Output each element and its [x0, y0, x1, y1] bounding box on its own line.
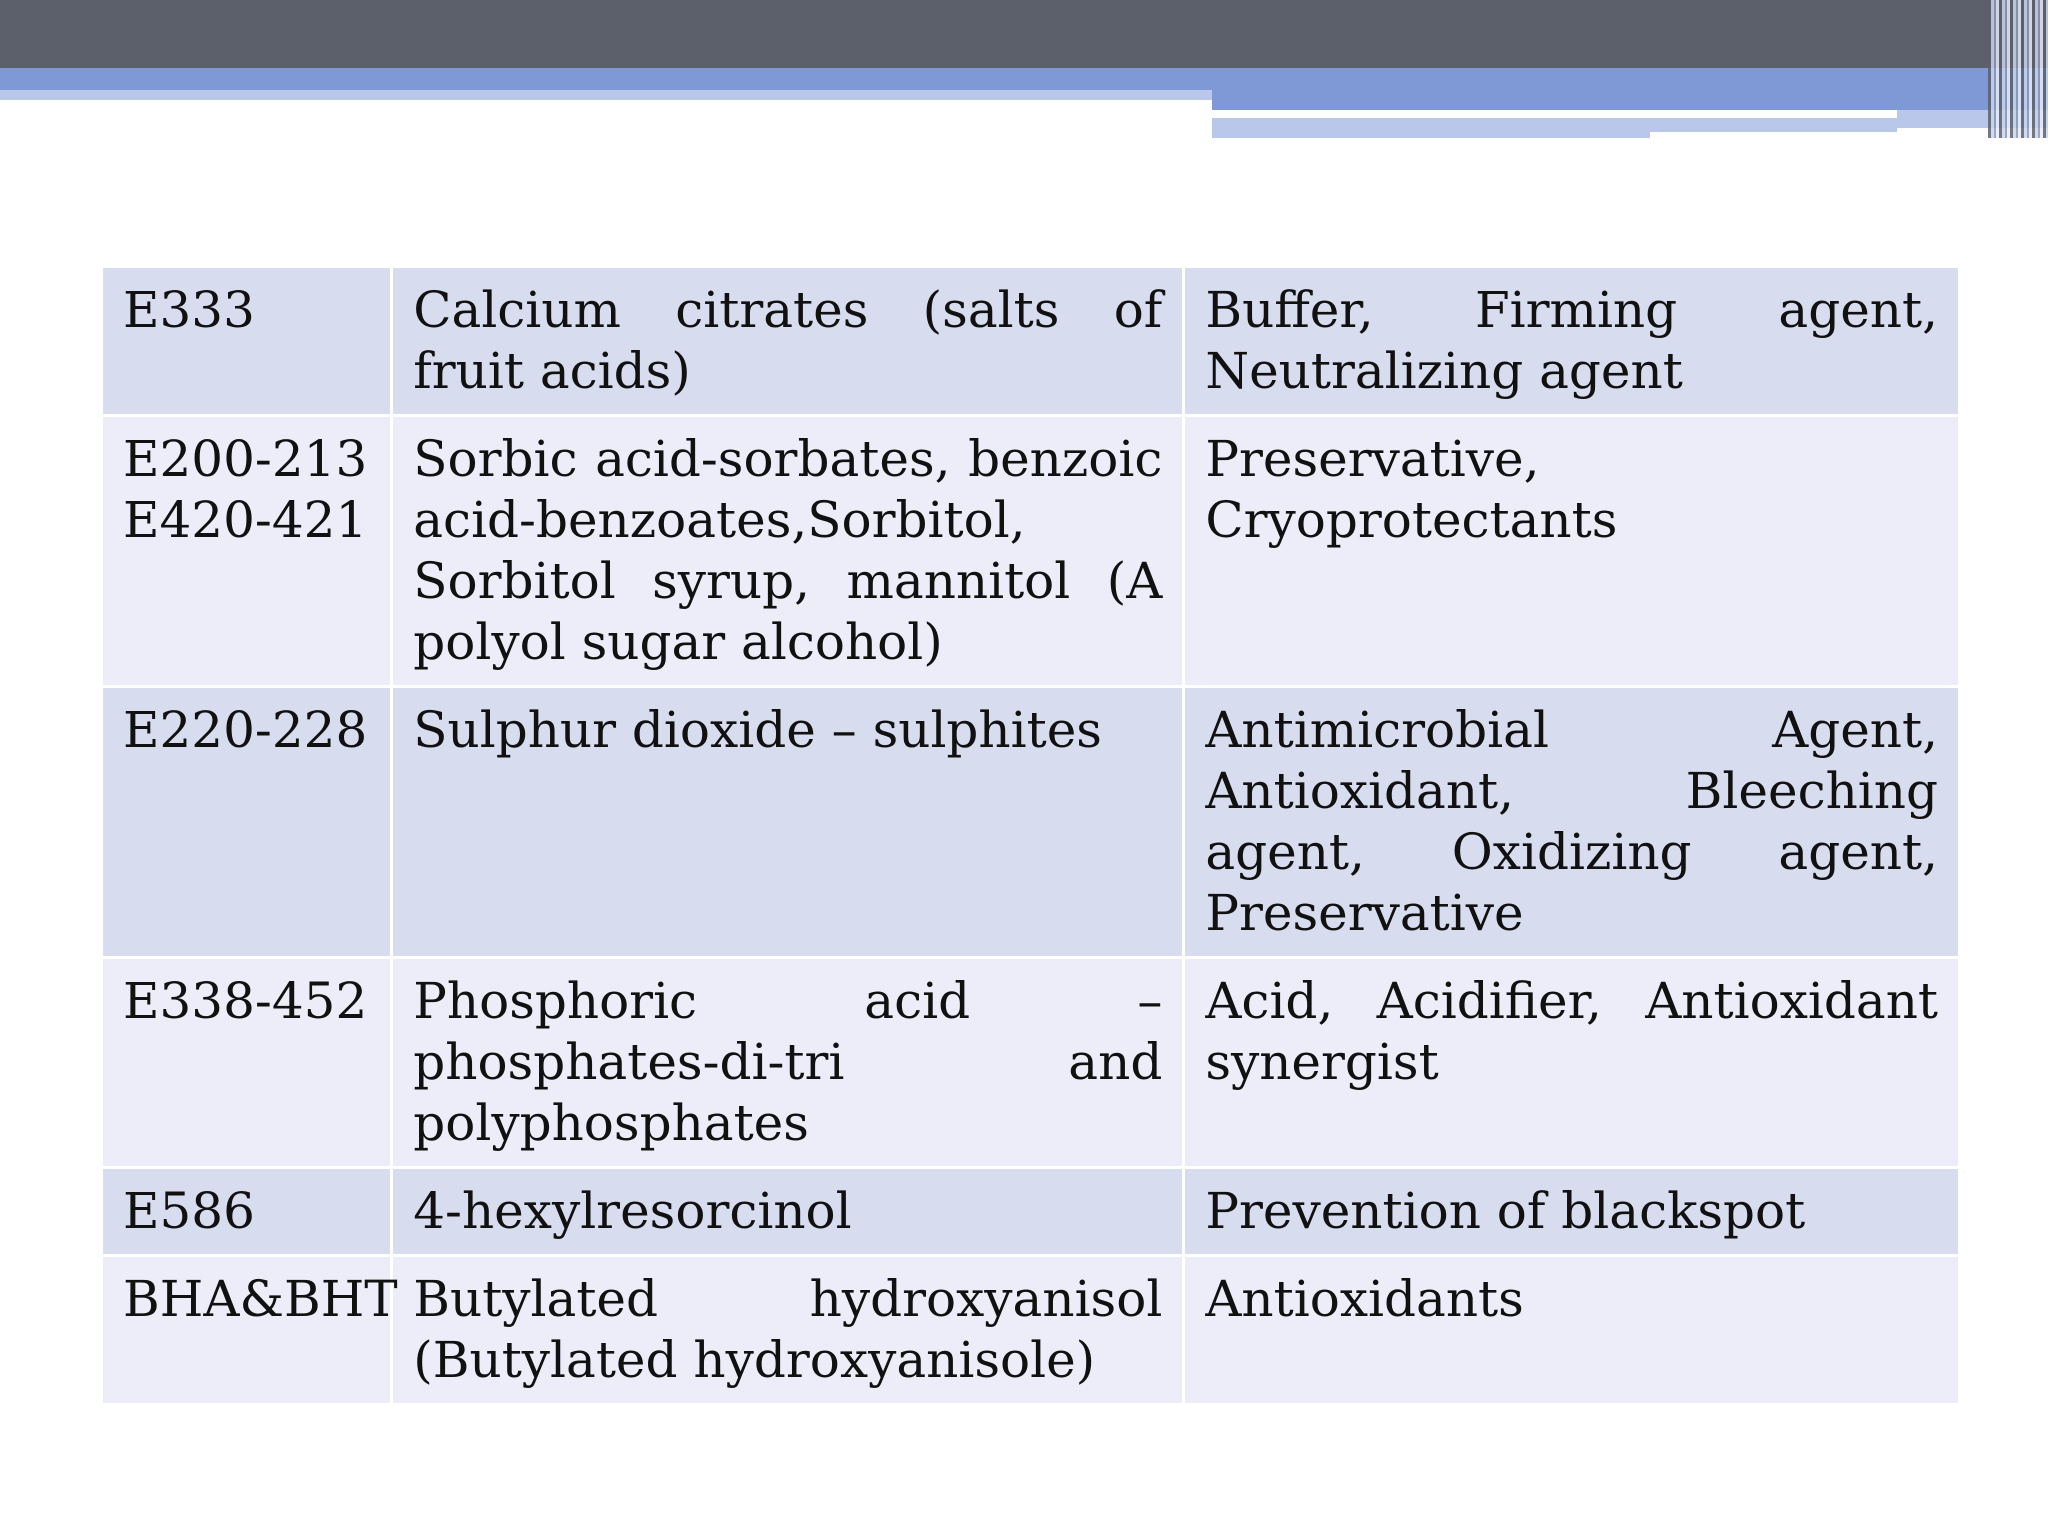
additive-name-cell: Sulphur dioxide – sulphites — [393, 688, 1185, 959]
header-stripes-decoration — [1988, 0, 2048, 138]
e-number: BHA&BHT — [123, 1270, 398, 1328]
e-number-cell — [103, 268, 393, 417]
food-additives-table — [103, 268, 1958, 1406]
additive-function-cell: Buffer, Firming agent, Neutralizing agent — [1185, 268, 1958, 417]
additive-function-cell: Prevention of blackspot — [1185, 1169, 1958, 1257]
e-number: E333 — [123, 281, 255, 339]
header-accent-bar — [1212, 90, 2048, 110]
additive-name-cell: Sorbic acid-sorbates, benzoic acid-benzoates,Sorbitol, Sorbitol syrup, mannitol (A polyol sugar alcohol) — [393, 417, 1185, 688]
additive-name-cell: Phosphoric acid – phosphates-di-tri and polyphosphates — [393, 959, 1185, 1169]
additive-function-cell: Acid, Acidifier, Antioxidant synergist — [1185, 959, 1958, 1169]
additive-name-cell: Butylated hydroxyanisol (Butylated hydroxyanisole) — [393, 1257, 1185, 1406]
e-number: E200-213 — [123, 430, 368, 488]
e-number: E220-228 — [123, 701, 368, 759]
additive-name-cell: 4-hexylresorcinol — [393, 1169, 1185, 1257]
table-row — [103, 268, 1958, 417]
e-number-cell — [103, 1257, 398, 1406]
e-number-cell — [103, 959, 393, 1169]
header-dark-bar — [0, 0, 2048, 68]
table-row — [103, 959, 1958, 1169]
header-accent-gap — [1650, 132, 1900, 138]
table-row — [103, 417, 1958, 688]
additive-function-cell: Antioxidants — [1185, 1257, 1958, 1406]
additive-name-cell: Calcium citrates (salts of fruit acids) — [393, 268, 1185, 417]
additive-function-cell: Antimicrobial Agent, Antioxidant, Bleeching agent, Oxidizing agent, Preservative — [1185, 688, 1958, 959]
header-light-bar — [0, 90, 1212, 100]
header-accent-line — [1212, 110, 1897, 118]
e-number-cell — [103, 417, 393, 688]
additive-function-cell: Preservative, Cryoprotectants — [1185, 417, 1958, 688]
e-number-cell — [103, 688, 393, 959]
table-row — [103, 1257, 1958, 1406]
e-number: E586 — [123, 1182, 255, 1240]
e-number-secondary: E420-421 — [123, 491, 368, 549]
e-number: E338-452 — [123, 972, 368, 1030]
table-row — [103, 1169, 1958, 1257]
header-blue-bar — [0, 68, 2048, 90]
table-row — [103, 688, 1958, 959]
e-number-cell — [103, 1169, 393, 1257]
